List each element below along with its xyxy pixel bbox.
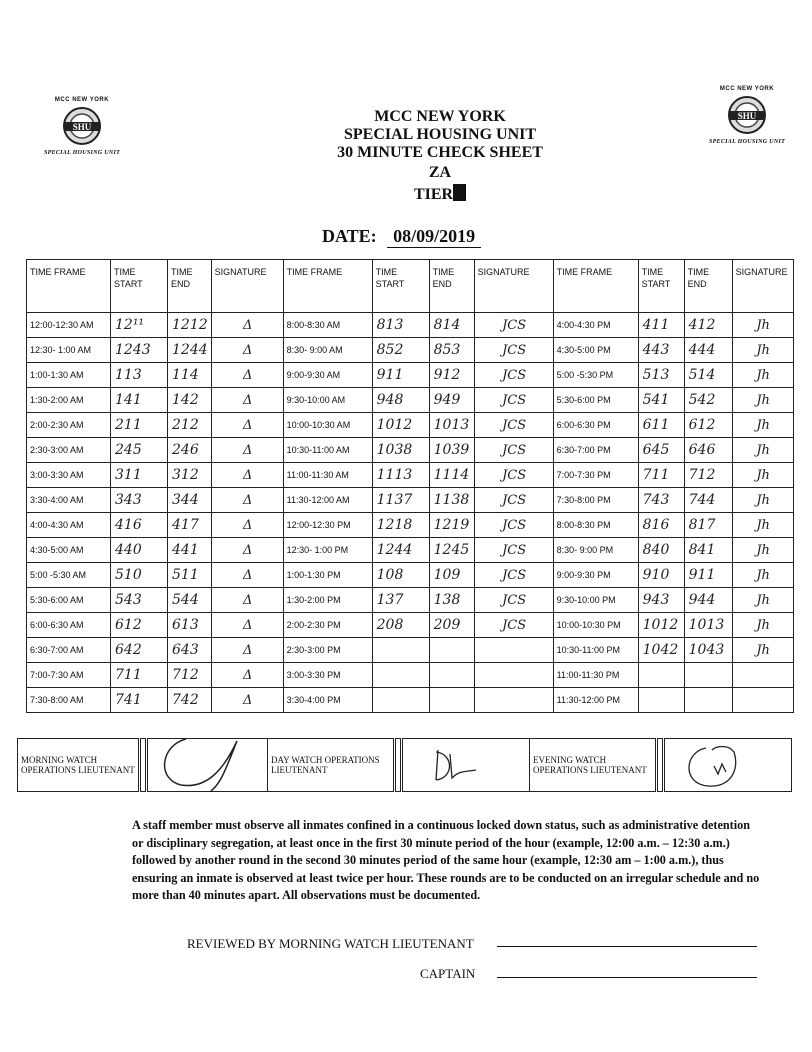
logo-right-bottom-text: SPECIAL HOUSING UNIT [708,139,786,145]
signature-scribble-icon [668,740,788,790]
morning-time-frame-cell: 7:30-8:00 AM [27,688,111,713]
morning-time-frame-cell: 5:30-6:00 AM [27,588,111,613]
day-time-frame-cell: 10:30-11:00 AM [283,438,372,463]
evening-signature-cell[interactable]: Jh [732,638,793,663]
col-header-time-start: TIME START [638,260,684,313]
morning-time-end-cell[interactable]: 312 [168,463,212,488]
header-title-2: SPECIAL HOUSING UNIT [343,126,537,143]
day-time-start-cell[interactable]: 1038 [372,438,429,463]
day-time-start-cell[interactable]: 813 [372,313,429,338]
evening-time-end-cell[interactable]: 841 [684,538,732,563]
morning-time-start-cell[interactable]: 612 [111,613,168,638]
evening-signature-cell[interactable]: Jh [732,463,793,488]
day-time-start-cell[interactable]: 1012 [372,413,429,438]
morning-time-frame-cell: 4:30-5:00 AM [27,538,111,563]
table-row [27,563,794,588]
day-lieutenant-label: DAY WATCH OPERATIONS LIEUTENANT [268,739,395,792]
evening-time-frame-cell: 9:30-10:00 PM [553,588,638,613]
observation-policy-notice: A staff member must observe all inmates confined in a continuous locked down status, such as administrative detention or disciplinary segregation, at least once in the first 30 minute period of the hour (example, 12:00 a.m. – 12:30 a.m.) followed by another round in the second 30 minutes period of the same hour (example, 12:30 am – 1:00 a.m.), thus ensuring an inmate is observed at least twice per hour. These rounds are to be conducted on an irregular schedule and no more than 40 minutes apart. All observations must be documented. [132,818,760,902]
evening-time-frame-cell: 7:00-7:30 PM [553,463,638,488]
day-signature-cell[interactable]: JCS [474,463,553,488]
day-time-frame-cell: 3:30-4:00 PM [283,688,372,713]
evening-signature-cell[interactable]: Jh [732,613,793,638]
morning-time-frame-cell: 2:00-2:30 AM [27,413,111,438]
date-label: DATE: [322,226,377,246]
evening-time-start-cell[interactable]: 443 [638,338,684,363]
signature-scribble-icon [151,731,261,791]
morning-time-frame-cell: 1:30-2:00 AM [27,388,111,413]
evening-time-frame-cell: 5:30-6:00 PM [553,388,638,413]
signature-scribble-icon [406,740,516,790]
day-time-start-cell[interactable]: 1137 [372,488,429,513]
captain-signature-line[interactable] [497,977,757,978]
date-value: 08/09/2019 [387,226,481,248]
evening-time-start-cell[interactable]: 840 [638,538,684,563]
morning-time-end-cell[interactable]: 246 [168,438,212,463]
evening-time-end-cell[interactable]: 412 [684,313,732,338]
table-row [27,613,794,638]
evening-signature-cell[interactable]: Jh [732,363,793,388]
morning-time-frame-cell: 12:00-12:30 AM [27,313,111,338]
header-title-3: 30 MINUTE CHECK SHEET [337,144,543,161]
day-time-frame-cell: 11:30-12:00 AM [283,488,372,513]
morning-lieutenant-signature[interactable] [147,739,268,792]
morning-time-end-cell[interactable]: 417 [168,513,212,538]
day-time-end-cell[interactable]: 814 [429,313,474,338]
logo-right-top-text: MCC NEW YORK [719,86,775,92]
day-time-start-cell[interactable]: 911 [372,363,429,388]
evening-time-end-cell[interactable]: 1043 [684,638,732,663]
table-row [27,663,794,688]
morning-signature-cell[interactable]: Δ [211,488,283,513]
evening-time-end-cell[interactable]: 1013 [684,613,732,638]
morning-time-end-cell[interactable]: 544 [168,588,212,613]
morning-time-start-cell[interactable]: 510 [111,563,168,588]
col-header-signature: SIGNATURE [474,260,553,313]
morning-time-end-cell[interactable]: 212 [168,413,212,438]
morning-signature-cell[interactable]: Δ [211,513,283,538]
morning-time-start-cell[interactable]: 311 [111,463,168,488]
table-row [27,313,794,338]
morning-signature-cell[interactable]: Δ [211,688,283,713]
day-time-end-cell[interactable] [429,688,474,713]
morning-time-start-cell[interactable]: 416 [111,513,168,538]
morning-time-frame-cell: 7:00-7:30 AM [27,663,111,688]
captain-label: CAPTAIN [420,966,476,981]
morning-signature-cell[interactable]: Δ [211,613,283,638]
col-header-time-frame: TIME FRAME [283,260,372,313]
morning-signature-cell[interactable]: Δ [211,463,283,488]
evening-time-frame-cell: 9:00-9:30 PM [553,563,638,588]
morning-signature-cell[interactable]: Δ [211,388,283,413]
evening-time-end-cell[interactable]: 514 [684,363,732,388]
morning-time-frame-cell: 6:00-6:30 AM [27,613,111,638]
table-row [27,588,794,613]
morning-signature-cell[interactable]: Δ [211,313,283,338]
morning-signature-cell[interactable]: Δ [211,663,283,688]
day-time-end-cell[interactable]: 138 [429,588,474,613]
evening-time-end-cell[interactable] [684,688,732,713]
morning-time-frame-cell: 3:00-3:30 AM [27,463,111,488]
logo-left-bottom-text: SPECIAL HOUSING UNIT [43,150,121,156]
morning-time-frame-cell: 2:30-3:00 AM [27,438,111,463]
header-title-1: MCC NEW YORK [374,108,506,125]
morning-signature-cell[interactable]: Δ [211,413,283,438]
tier-label: TIER [413,186,454,203]
day-time-end-cell[interactable]: 1219 [429,513,474,538]
table-row [27,488,794,513]
day-time-frame-cell: 1:30-2:00 PM [283,588,372,613]
evening-signature-cell[interactable]: Jh [732,413,793,438]
day-time-start-cell[interactable] [372,638,429,663]
day-time-end-cell[interactable]: 1138 [429,488,474,513]
evening-time-start-cell[interactable]: 513 [638,363,684,388]
col-header-time-end: TIME END [168,260,212,313]
table-row [27,338,794,363]
day-time-end-cell[interactable]: 1114 [429,463,474,488]
day-signature-cell[interactable] [474,688,553,713]
evening-time-frame-cell: 4:30-5:00 PM [553,338,638,363]
evening-signature-cell[interactable] [732,688,793,713]
evening-time-end-cell[interactable]: 744 [684,488,732,513]
evening-time-frame-cell: 10:00-10:30 PM [553,613,638,638]
day-time-end-cell[interactable] [429,638,474,663]
day-time-frame-cell: 2:00-2:30 PM [283,613,372,638]
morning-time-end-cell[interactable]: 742 [168,688,212,713]
morning-time-start-cell[interactable]: 642 [111,638,168,663]
evening-signature-cell[interactable]: Jh [732,488,793,513]
day-signature-cell[interactable]: JCS [474,513,553,538]
day-signature-cell[interactable]: JCS [474,488,553,513]
day-time-end-cell[interactable]: 949 [429,388,474,413]
evening-signature-cell[interactable]: Jh [732,388,793,413]
table-row [27,413,794,438]
evening-time-start-cell[interactable]: 1042 [638,638,684,663]
morning-time-frame-cell: 1:00-1:30 AM [27,363,111,388]
evening-signature-cell[interactable]: Jh [732,338,793,363]
col-header-time-frame: TIME FRAME [27,260,111,313]
col-header-time-end: TIME END [429,260,474,313]
day-time-end-cell[interactable]: 853 [429,338,474,363]
col-header-time-start: TIME START [111,260,168,313]
col-header-signature: SIGNATURE [732,260,793,313]
day-time-frame-cell: 9:00-9:30 AM [283,363,372,388]
reviewed-by-signature-line[interactable] [497,946,757,947]
morning-time-start-cell[interactable]: 12¹¹ [111,313,168,338]
day-time-end-cell[interactable]: 209 [429,613,474,638]
morning-signature-cell[interactable]: Δ [211,638,283,663]
morning-time-start-cell[interactable]: 741 [111,688,168,713]
table-row [27,363,794,388]
day-time-end-cell[interactable]: 1013 [429,413,474,438]
evening-time-frame-cell: 7:30-8:00 PM [553,488,638,513]
morning-time-start-cell[interactable]: 343 [111,488,168,513]
evening-time-start-cell[interactable]: 411 [638,313,684,338]
day-signature-cell[interactable] [474,663,553,688]
morning-time-start-cell[interactable]: 211 [111,413,168,438]
table-row [27,388,794,413]
morning-signature-cell[interactable]: Δ [211,438,283,463]
morning-time-frame-cell: 12:30- 1:00 AM [27,338,111,363]
evening-signature-cell[interactable] [732,663,793,688]
morning-time-start-cell[interactable]: 543 [111,588,168,613]
morning-signature-cell[interactable]: Δ [211,338,283,363]
evening-time-end-cell[interactable]: 911 [684,563,732,588]
table-header-row [27,260,794,313]
day-signature-cell[interactable]: JCS [474,538,553,563]
evening-signature-cell[interactable]: Jh [732,313,793,338]
day-time-frame-cell: 8:30- 9:00 AM [283,338,372,363]
evening-time-frame-cell: 11:00-11:30 PM [553,663,638,688]
morning-time-start-cell[interactable]: 440 [111,538,168,563]
morning-time-start-cell[interactable]: 1243 [111,338,168,363]
morning-signature-cell[interactable]: Δ [211,538,283,563]
evening-time-frame-cell: 11:30-12:00 PM [553,688,638,713]
evening-time-frame-cell: 10:30-11:00 PM [553,638,638,663]
day-time-frame-cell: 12:30- 1:00 PM [283,538,372,563]
day-signature-cell[interactable]: JCS [474,338,553,363]
morning-time-end-cell[interactable]: 643 [168,638,212,663]
evening-signature-cell[interactable]: Jh [732,563,793,588]
morning-time-end-cell[interactable]: 613 [168,613,212,638]
morning-time-end-cell[interactable]: 114 [168,363,212,388]
morning-time-start-cell[interactable]: 711 [111,663,168,688]
day-signature-cell[interactable]: JCS [474,588,553,613]
day-time-start-cell[interactable]: 208 [372,613,429,638]
evening-time-end-cell[interactable]: 817 [684,513,732,538]
check-log-table [26,259,794,713]
evening-time-end-cell[interactable]: 444 [684,338,732,363]
evening-time-frame-cell: 8:30- 9:00 PM [553,538,638,563]
logo-left-top-text: MCC NEW YORK [54,97,110,103]
evening-time-start-cell[interactable]: 711 [638,463,684,488]
day-signature-cell[interactable] [474,638,553,663]
evening-time-frame-cell: 4:00-4:30 PM [553,313,638,338]
day-time-start-cell[interactable] [372,663,429,688]
table-row [27,538,794,563]
evening-time-end-cell[interactable]: 646 [684,438,732,463]
morning-time-end-cell[interactable]: 712 [168,663,212,688]
col-header-time-start: TIME START [372,260,429,313]
day-signature-cell[interactable]: JCS [474,313,553,338]
day-time-frame-cell: 11:00-11:30 AM [283,463,372,488]
day-signature-cell[interactable]: JCS [474,413,553,438]
morning-signature-cell[interactable]: Δ [211,588,283,613]
morning-signature-cell[interactable]: Δ [211,563,283,588]
day-time-start-cell[interactable]: 108 [372,563,429,588]
morning-signature-cell[interactable]: Δ [211,363,283,388]
day-time-frame-cell: 3:00-3:30 PM [283,663,372,688]
evening-time-start-cell[interactable]: 910 [638,563,684,588]
evening-lieutenant-label: EVENING WATCH OPERATIONS LIEUTENANT [530,739,657,792]
col-header-signature: SIGNATURE [211,260,283,313]
day-time-end-cell[interactable]: 1039 [429,438,474,463]
day-time-end-cell[interactable] [429,663,474,688]
table-row [27,638,794,663]
evening-time-start-cell[interactable]: 1012 [638,613,684,638]
day-time-frame-cell: 9:30-10:00 AM [283,388,372,413]
evening-signature-cell[interactable]: Jh [732,438,793,463]
day-time-frame-cell: 1:00-1:30 PM [283,563,372,588]
day-time-frame-cell: 10:00-10:30 AM [283,413,372,438]
morning-time-frame-cell: 3:30-4:00 AM [27,488,111,513]
day-signature-cell[interactable]: JCS [474,438,553,463]
table-row [27,688,794,713]
day-time-start-cell[interactable]: 137 [372,588,429,613]
day-signature-cell[interactable]: JCS [474,388,553,413]
day-time-frame-cell: 8:00-8:30 AM [283,313,372,338]
evening-signature-cell[interactable]: Jh [732,588,793,613]
logo-left-badge-text: SHU [72,122,92,132]
evening-time-end-cell[interactable]: 612 [684,413,732,438]
header-tier [0,184,812,204]
lieutenant-signature-strip [17,738,792,792]
evening-time-start-cell[interactable]: 541 [638,388,684,413]
morning-time-start-cell[interactable]: 141 [111,388,168,413]
table-row [27,513,794,538]
evening-time-end-cell[interactable]: 712 [684,463,732,488]
day-signature-cell[interactable]: JCS [474,563,553,588]
morning-time-end-cell[interactable]: 1244 [168,338,212,363]
col-header-time-frame: TIME FRAME [553,260,638,313]
date-line [322,226,481,248]
evening-time-frame-cell: 6:30-7:00 PM [553,438,638,463]
day-time-start-cell[interactable] [372,688,429,713]
evening-signature-cell[interactable]: Jh [732,538,793,563]
evening-time-end-cell[interactable]: 542 [684,388,732,413]
morning-time-end-cell[interactable]: 511 [168,563,212,588]
evening-time-frame-cell: 8:00-8:30 PM [553,513,638,538]
day-time-start-cell[interactable]: 1244 [372,538,429,563]
evening-time-start-cell[interactable]: 743 [638,488,684,513]
morning-time-start-cell[interactable]: 245 [111,438,168,463]
evening-time-end-cell[interactable]: 944 [684,588,732,613]
evening-time-start-cell[interactable] [638,663,684,688]
evening-time-frame-cell: 6:00-6:30 PM [553,413,638,438]
day-time-start-cell[interactable]: 948 [372,388,429,413]
evening-time-start-cell[interactable]: 943 [638,588,684,613]
evening-time-start-cell[interactable]: 816 [638,513,684,538]
header-unit: ZA [428,164,452,181]
evening-time-start-cell[interactable]: 611 [638,413,684,438]
morning-time-frame-cell: 5:00 -5:30 AM [27,563,111,588]
evening-time-frame-cell: 5:00 -5:30 PM [553,363,638,388]
evening-time-start-cell[interactable]: 645 [638,438,684,463]
day-time-frame-cell: 12:00-12:30 PM [283,513,372,538]
morning-time-frame-cell: 6:30-7:00 AM [27,638,111,663]
evening-time-end-cell[interactable] [684,663,732,688]
morning-time-end-cell[interactable]: 344 [168,488,212,513]
morning-time-end-cell[interactable]: 142 [168,388,212,413]
morning-time-end-cell[interactable]: 441 [168,538,212,563]
table-row [27,463,794,488]
morning-time-start-cell[interactable]: 113 [111,363,168,388]
morning-time-end-cell[interactable]: 1212 [168,313,212,338]
day-time-end-cell[interactable]: 912 [429,363,474,388]
day-time-start-cell[interactable]: 1113 [372,463,429,488]
morning-lieutenant-label: MORNING WATCH OPERATIONS LIEUTENANT [18,739,140,792]
day-time-end-cell[interactable]: 109 [429,563,474,588]
morning-time-frame-cell: 4:00-4:30 AM [27,513,111,538]
day-time-start-cell[interactable]: 852 [372,338,429,363]
day-time-end-cell[interactable]: 1245 [429,538,474,563]
reviewed-by-label: REVIEWED BY MORNING WATCH LIEUTENANT [187,936,474,951]
day-lieutenant-signature[interactable] [402,739,530,792]
evening-lieutenant-signature[interactable] [664,739,792,792]
day-time-frame-cell: 2:30-3:00 PM [283,638,372,663]
evening-time-start-cell[interactable] [638,688,684,713]
col-header-time-end: TIME END [684,260,732,313]
logo-right-badge-text: SHU [737,111,757,121]
table-row [27,438,794,463]
day-time-start-cell[interactable]: 1218 [372,513,429,538]
evening-signature-cell[interactable]: Jh [732,513,793,538]
day-signature-cell[interactable]: JCS [474,363,553,388]
tier-redaction [453,184,466,201]
day-signature-cell[interactable]: JCS [474,613,553,638]
